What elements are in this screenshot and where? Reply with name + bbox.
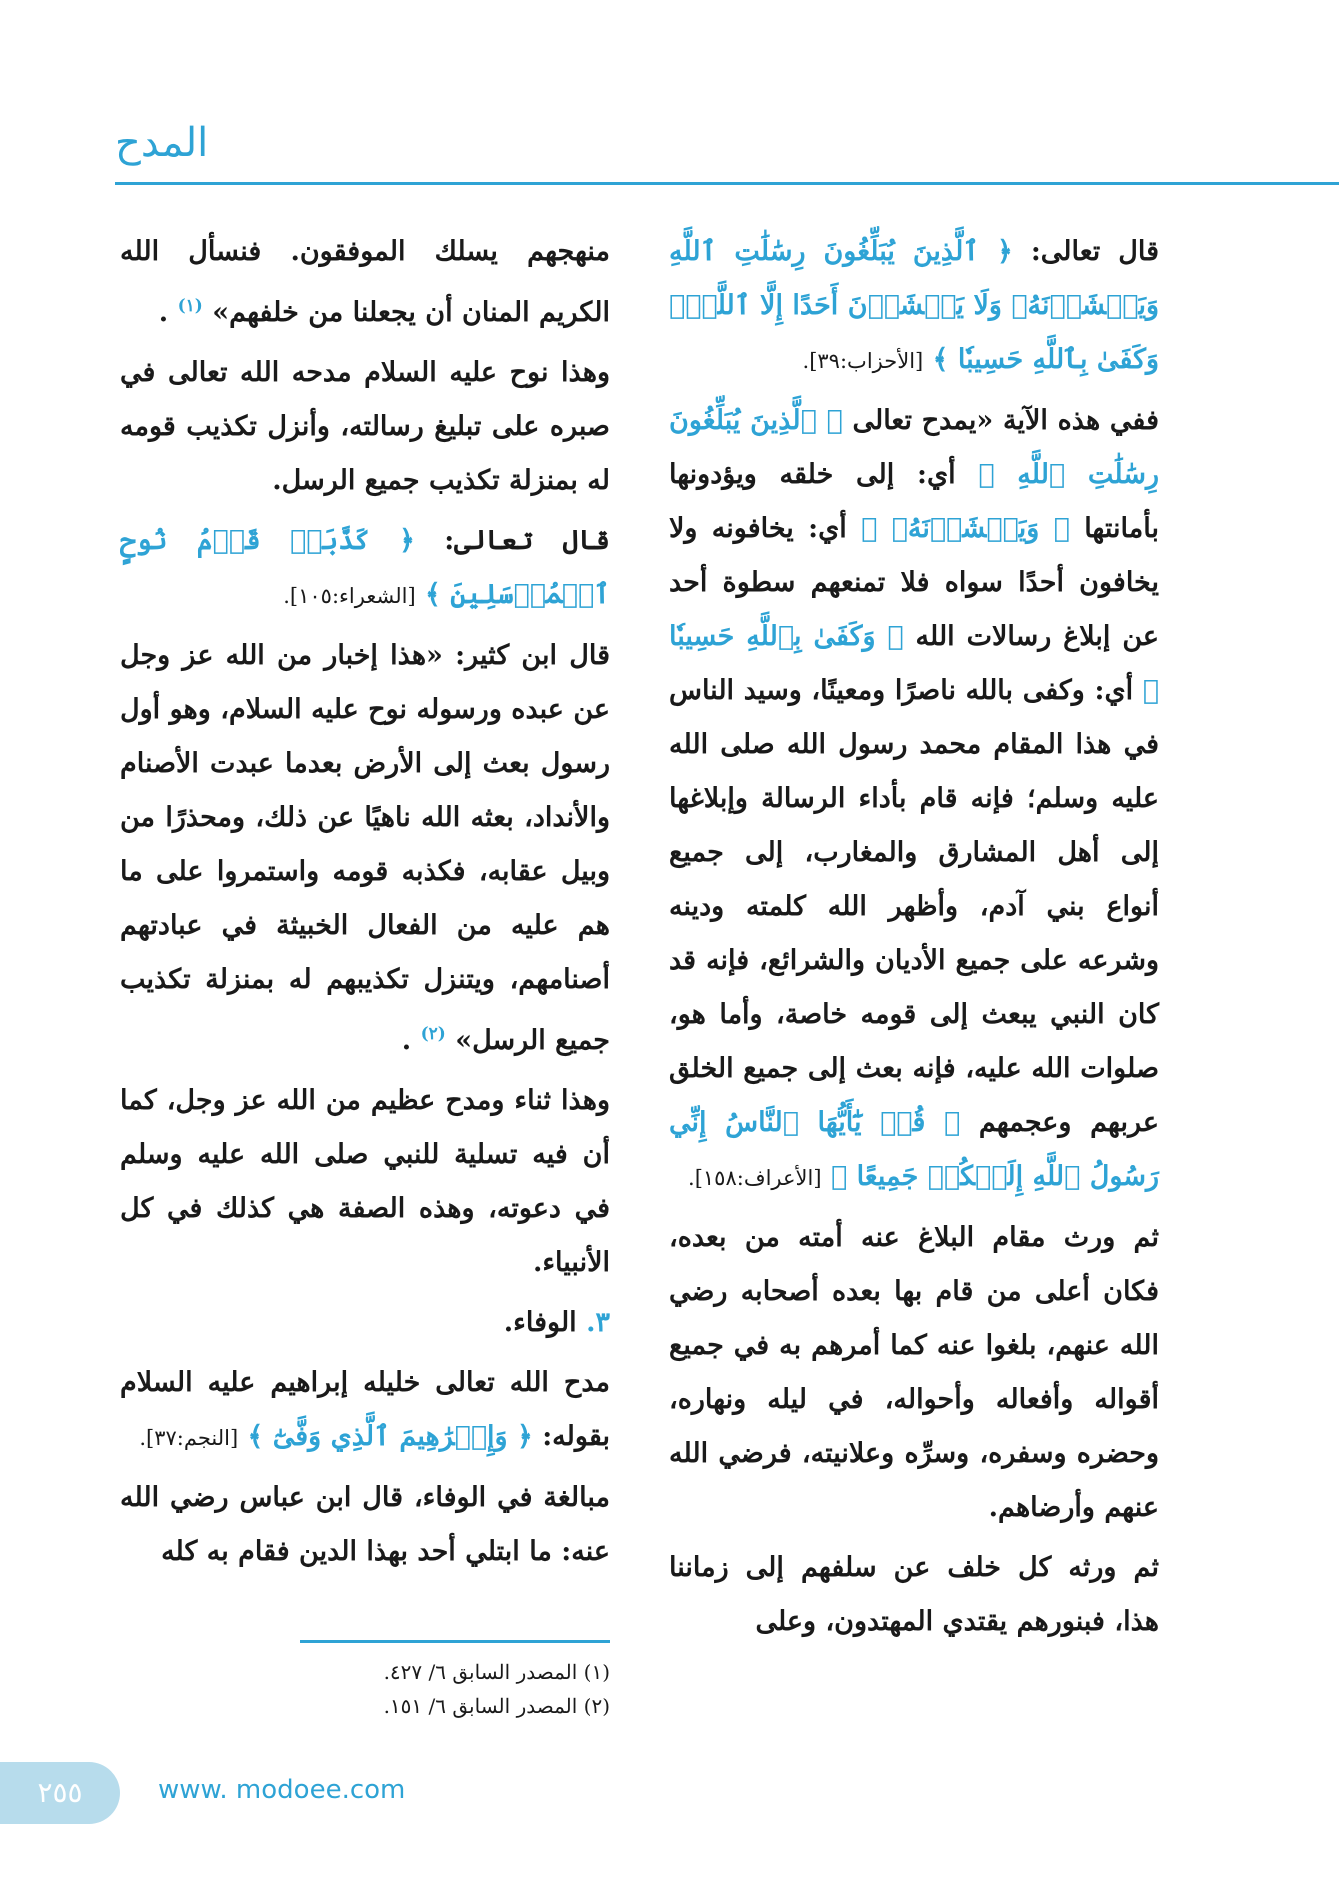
website-link[interactable]: www. modoee.com — [158, 1775, 406, 1805]
paragraph: ثم ورثه كل خلف عن سلفهم إلى زماننا هذا، فبنورهم يقتدي المهتدون، وعلى — [669, 1552, 1159, 1637]
quran-verse: ﴿ قُلۡ يَٰٓأَيُّهَا ٱلنَّاسُ إِنِّي رَسُولُ ٱللَّهِ إِلَيۡكُمۡ جَمِيعًا ﴾ — [669, 1107, 1159, 1192]
verse-reference: [الشعراء:١٠٥]. — [283, 584, 416, 608]
header-rule — [115, 182, 1339, 185]
paragraph — [669, 225, 1159, 388]
text: أي: إلى خلقه ويؤدونها بأمانتها — [669, 459, 1159, 544]
paragraph: مبالغة في الوفاء، قال ابن عباس رضي الله عنه: ما ابتلي أحد بهذا الدين فقام به كله — [120, 1482, 610, 1567]
paragraph: منهجهم يسلك الموفقون. فنسأل الله الكريم المنان أن يجعلنا من خلفهم» $^{(١)}$ . — [120, 236, 610, 328]
text: ففي هذه الآية «يمدح تعالى — [842, 405, 1159, 436]
text: قال تعالى: — [414, 525, 610, 556]
footnotes — [300, 1655, 610, 1723]
text: أي: وكفى بالله ناصرًا ومعينًا، وسيد الناس في هذا المقام محمد رسول الله صلى الله عليه وسلم؛ فإنه قام بأداء الرسالة وإبلاغها إلى أهل المشارق والمغارب، إلى جميع أنواع بني آدم، وأظهر الله كلمته ودينه وشرعه على جميع الأديان والشرائع، فإنه قد كان النبي يبعث إلى قومه خاصة، وأما هو، صلوات الله عليه، فإنه بعث إلى جميع الخلق عربهم وعجمهم — [669, 675, 1159, 1138]
quran-verse: ﴿ وَيَخۡشَوۡنَهُۥ ﴾ — [861, 513, 1070, 544]
right-column — [669, 225, 1159, 1655]
item-number: ٣. — [586, 1307, 610, 1338]
text: منهجهم يسلك الموفقون. فنسأل الله الكريم المنان أن يجعلنا من خلفهم» — [120, 236, 610, 328]
quran-verse: ﴿ وَإِبۡرَٰهِيمَ ٱلَّذِي وَفَّىٰٓ ﴾ — [247, 1421, 533, 1452]
paragraph: وهذا ثناء ومدح عظيم من الله عز وجل، كما أن فيه تسلية للنبي صلى الله عليه وسلم في دعوته، وهذه الصفة هي كذلك في كل الأنبياء. — [120, 1085, 610, 1278]
quran-verse: ﴿ كَذَّبَتۡ قَوۡمُ نُوحٍ ٱلۡمُرۡسَلِينَ ﴾ — [120, 525, 610, 610]
paragraph — [120, 1356, 610, 1465]
footnote: (١) المصدر السابق ٦/ ٤٢٧. — [383, 1660, 610, 1684]
paragraph: وهذا نوح عليه السلام مدحه الله تعالى في صبره على تبليغ رسالته، وأنزل تكذيب قومه له بمنزلة تكذيب جميع الرسل. — [120, 357, 610, 496]
footnote-marker[interactable]: (٢) — [420, 1024, 446, 1044]
footnote-rule — [300, 1640, 610, 1643]
item-title: الوفاء. — [503, 1307, 587, 1338]
page-number-badge: ٢٥٥ — [0, 1762, 120, 1824]
footnote: (٢) المصدر السابق ٦/ ١٥١. — [383, 1694, 610, 1718]
verse-reference: [الأعراف:١٥٨]. — [688, 1166, 822, 1190]
paragraph: ثم ورث مقام البلاغ عنه أمته من بعده، فكان أعلى من قام بها بعده أصحابه رضي الله عنهم، بلغوا عنه كما أمرهم به في جميع أقواله وأفعاله وأحواله، في ليله ونهاره، وحضره وسفره، وسرِّه وعلانيته، فرضي الله عنهم وأرضاهم. — [669, 1222, 1159, 1523]
paragraph — [120, 514, 610, 623]
verse-reference: [الأحزاب:٣٩]. — [802, 349, 924, 373]
footnote-marker[interactable]: (١) — [177, 296, 203, 316]
page-header-title: المدح — [115, 120, 209, 166]
left-column — [120, 225, 610, 1585]
quran-verse: ﴿ وَكَفَىٰ بِٱللَّهِ حَسِيبٗا ﴾ — [669, 621, 1159, 706]
quran-verse: ﴿ ٱلَّذِينَ يُبَلِّغُونَ رِسَٰلَٰتِ ٱللَّهِ وَيَخۡشَوۡنَهُۥ وَلَا يَخۡشَوۡنَ أَحَدًا إِلَّا ٱللَّهَۗ وَكَفَىٰ بِٱللَّهِ حَسِيبٗا ﴾ — [669, 236, 1159, 375]
list-item-heading — [120, 1296, 610, 1350]
text: قال ابن كثير: «هذا إخبار من الله عز وجل عن عبده ورسوله نوح عليه السلام، وهو أول رسول بعث إلى الأرض بعدما عبدت الأصنام والأنداد، بعثه الله ناهيًا عن ذلك، ومحذرًا من وبيل عقابه، فكذبه قومه واستمروا على ما هم عليه من الفعال الخبيثة في عبادتهم أصنامهم، ويتنزل تكذيبهم له بمنزلة تكذيب جميع الرسل» — [120, 640, 610, 1056]
text: قال تعالى: — [1012, 236, 1160, 267]
quran-verse: ﴿ ٱلَّذِينَ يُبَلِّغُونَ رِسَٰلَٰتِ ٱللَّهِ ﴾ — [669, 405, 1159, 490]
paragraph — [669, 394, 1159, 1205]
text: مدح الله تعالى خليله إبراهيم عليه السلام بقوله: — [120, 1367, 610, 1452]
text: أي: يخافونه ولا يخافون أحدًا سواه فلا تمنعهم سطوة أحد عن إبلاغ رسالات الله — [669, 513, 1159, 652]
paragraph: قال ابن كثير: «هذا إخبار من الله عز وجل عن عبده ورسوله نوح عليه السلام، وهو أول رسول بعث إلى الأرض بعدما عبدت الأصنام والأنداد، بعثه الله ناهيًا عن ذلك، ومحذرًا من وبيل عقابه، فكذبه قومه واستمروا على ما هم عليه من الفعال الخبيثة في عبادتهم أصنامهم، ويتنزل تكذيبهم له بمنزلة تكذيب جميع الرسل» $^{(٢)}$ . — [120, 640, 610, 1056]
verse-reference: [النجم:٣٧]. — [139, 1426, 239, 1450]
